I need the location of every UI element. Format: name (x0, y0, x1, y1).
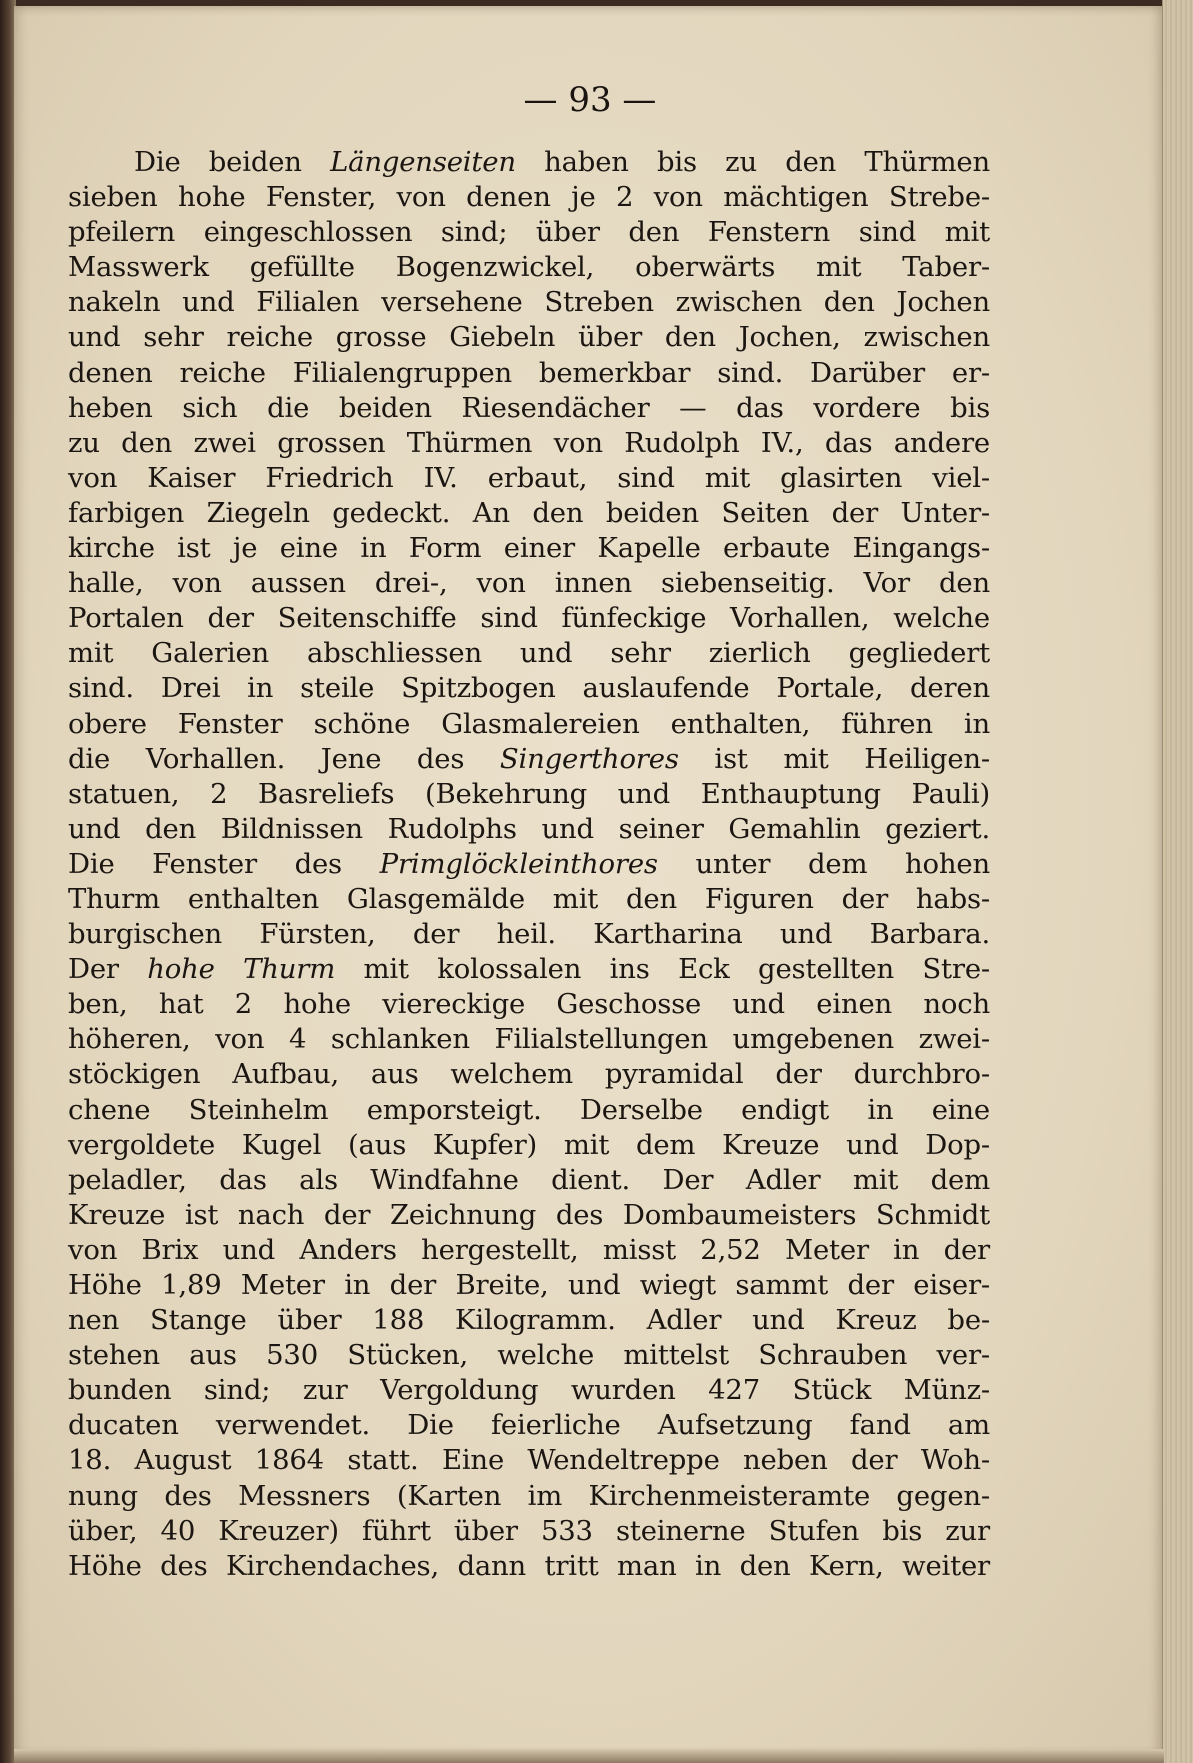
text-line (68, 601, 990, 636)
text-line (68, 707, 990, 742)
text-run: denen reiche Filialengruppen bemerkbar sind. Darüber er- (68, 356, 990, 389)
text-run: ben, hat 2 hohe viereckige Geschosse und einen noch (68, 988, 990, 1021)
text-line (68, 250, 990, 285)
text-run: nen Stange über 188 Kilogramm. Adler und Kreuz be- (68, 1304, 990, 1337)
text-run: burgischen Fürsten, der heil. Kartharina und Barbara. (68, 918, 990, 951)
text-run: und sehr reiche grosse Giebeln über den Jochen, zwischen (68, 321, 990, 354)
text-run: die Vorhallen. Jene des (68, 742, 500, 775)
text-run: chene Steinhelm emporsteigt. Derselbe endigt in eine (68, 1093, 990, 1126)
text-run: Höhe des Kirchendaches, dann tritt man in den Kern, weiter (68, 1549, 990, 1582)
page-number: — 93 — (523, 80, 657, 120)
text-run: von Brix und Anders hergestellt, misst 2,52 Meter in der (68, 1233, 990, 1266)
text-line (68, 1093, 990, 1128)
italic-term: hohe Thurm (147, 953, 336, 986)
text-line (68, 671, 990, 706)
text-run: heben sich die beiden Riesendächer — das vordere bis (68, 391, 990, 424)
text-run: stöckigen Aufbau, aus welchem pyramidal der durchbro- (68, 1058, 990, 1091)
text-line (68, 461, 990, 496)
text-run: halle, von aussen drei-, von innen siebenseitig. Vor den (68, 567, 990, 600)
text-run: von Kaiser Friedrich IV. erbaut, sind mit glasirten viel- (68, 461, 990, 494)
text-line (68, 1479, 990, 1514)
text-line (68, 391, 990, 426)
text-line (68, 882, 990, 917)
italic-term: Primglöckleinthores (379, 847, 658, 880)
text-line (68, 952, 990, 987)
text-line (68, 812, 990, 847)
text-line (68, 777, 990, 812)
italic-term: Längenseiten (330, 146, 516, 178)
text-run: zu den zwei grossen Thürmen von Rudolph IV., das andere (68, 426, 990, 459)
text-line (68, 320, 990, 355)
text-line (68, 180, 990, 215)
text-line (68, 285, 990, 320)
text-line (68, 1057, 990, 1092)
text-run: Kreuze ist nach der Zeichnung des Dombaumeisters Schmidt (68, 1198, 990, 1231)
text-run: mit kolossalen ins Eck gestellten Stre- (335, 953, 990, 986)
text-run: ist mit Heiligen- (678, 742, 991, 775)
text-line (68, 1408, 990, 1443)
text-line (68, 531, 990, 566)
text-line (68, 145, 990, 180)
text-line (68, 987, 990, 1022)
text-run: pfeilern eingeschlossen sind; über den Fenstern sind mit (68, 216, 990, 249)
text-run: obere Fenster schöne Glasmalereien enthalten, führen in (68, 707, 990, 740)
text-line (68, 1198, 990, 1233)
text-run: mit Galerien abschliessen und sehr zierlich gegliedert (68, 637, 990, 670)
text-run: haben bis zu den Thürmen (515, 146, 990, 178)
text-line (68, 1022, 990, 1057)
text-run: sieben hohe Fenster, von denen je 2 von mächtigen Strebe- (68, 181, 990, 214)
page-fore-edge (1162, 0, 1193, 1763)
text-line (68, 917, 990, 952)
text-line (68, 496, 990, 531)
text-run: Thurm enthalten Glasgemälde mit den Figuren der habs- (68, 882, 990, 915)
text-run: peladler, das als Windfahne dient. Der Adler mit dem (68, 1163, 990, 1196)
text-run: 18. August 1864 statt. Eine Wendeltreppe neben der Woh- (68, 1444, 990, 1477)
text-run: nakeln und Filialen versehene Streben zwischen den Jochen (68, 286, 990, 319)
text-run: Höhe 1,89 Meter in der Breite, und wiegt sammt der eiser- (68, 1269, 990, 1301)
text-run: farbigen Ziegeln gedeckt. An den beiden Seiten der Unter- (68, 496, 990, 529)
text-run: ducaten verwendet. Die feierliche Aufsetzung fand am (68, 1409, 990, 1442)
text-line (68, 1443, 990, 1478)
text-run: nung des Messners (Karten im Kirchenmeisteramte gegen- (68, 1479, 990, 1512)
text-run: stehen aus 530 Stücken, welche mittelst Schrauben ver- (68, 1339, 990, 1372)
text-line (68, 215, 990, 250)
text-run: bunden sind; zur Vergoldung wurden 427 Stück Münz- (68, 1374, 990, 1407)
text-line (68, 1549, 990, 1584)
text-line (68, 1233, 990, 1268)
text-run: und den Bildnissen Rudolphs und seiner Gemahlin geziert. (68, 812, 990, 845)
text-line (68, 1514, 990, 1549)
text-run: Die Fenster des (68, 847, 380, 880)
text-run: vergoldete Kugel (aus Kupfer) mit dem Kreuze und Dop- (68, 1128, 990, 1161)
text-line (68, 1128, 990, 1163)
body-text (68, 145, 990, 1584)
text-line (68, 1373, 990, 1408)
text-run: Der (68, 953, 148, 986)
text-line (68, 1268, 990, 1303)
text-line (68, 636, 990, 671)
text-line (68, 566, 990, 601)
text-run: statuen, 2 Basreliefs (Bekehrung und Enthauptung Pauli) (68, 777, 990, 810)
page-bottom-edge (14, 1749, 1164, 1763)
text-run: unter dem hohen (657, 847, 991, 880)
text-run: höheren, von 4 schlanken Filialstellungen umgebenen zwei- (68, 1023, 990, 1056)
text-run: Die beiden (134, 146, 331, 178)
text-line (68, 1163, 990, 1198)
text-run: kirche ist je eine in Form einer Kapelle erbaute Eingangs- (68, 532, 990, 565)
text-line (68, 847, 990, 882)
text-run: Masswerk gefüllte Bogenzwickel, oberwärts mit Taber- (68, 251, 990, 284)
text-line (68, 1303, 990, 1338)
text-run: Portalen der Seitenschiffe sind fünfeckige Vorhallen, welche (68, 602, 990, 635)
text-line (68, 426, 990, 461)
italic-term: Singerthores (499, 742, 679, 775)
text-line (68, 742, 990, 777)
text-run: über, 40 Kreuzer) führt über 533 steinerne Stufen bis zur (68, 1514, 990, 1547)
text-line (68, 1338, 990, 1373)
text-line (68, 356, 990, 391)
text-run: sind. Drei in steile Spitzbogen auslaufende Portale, deren (68, 672, 990, 705)
